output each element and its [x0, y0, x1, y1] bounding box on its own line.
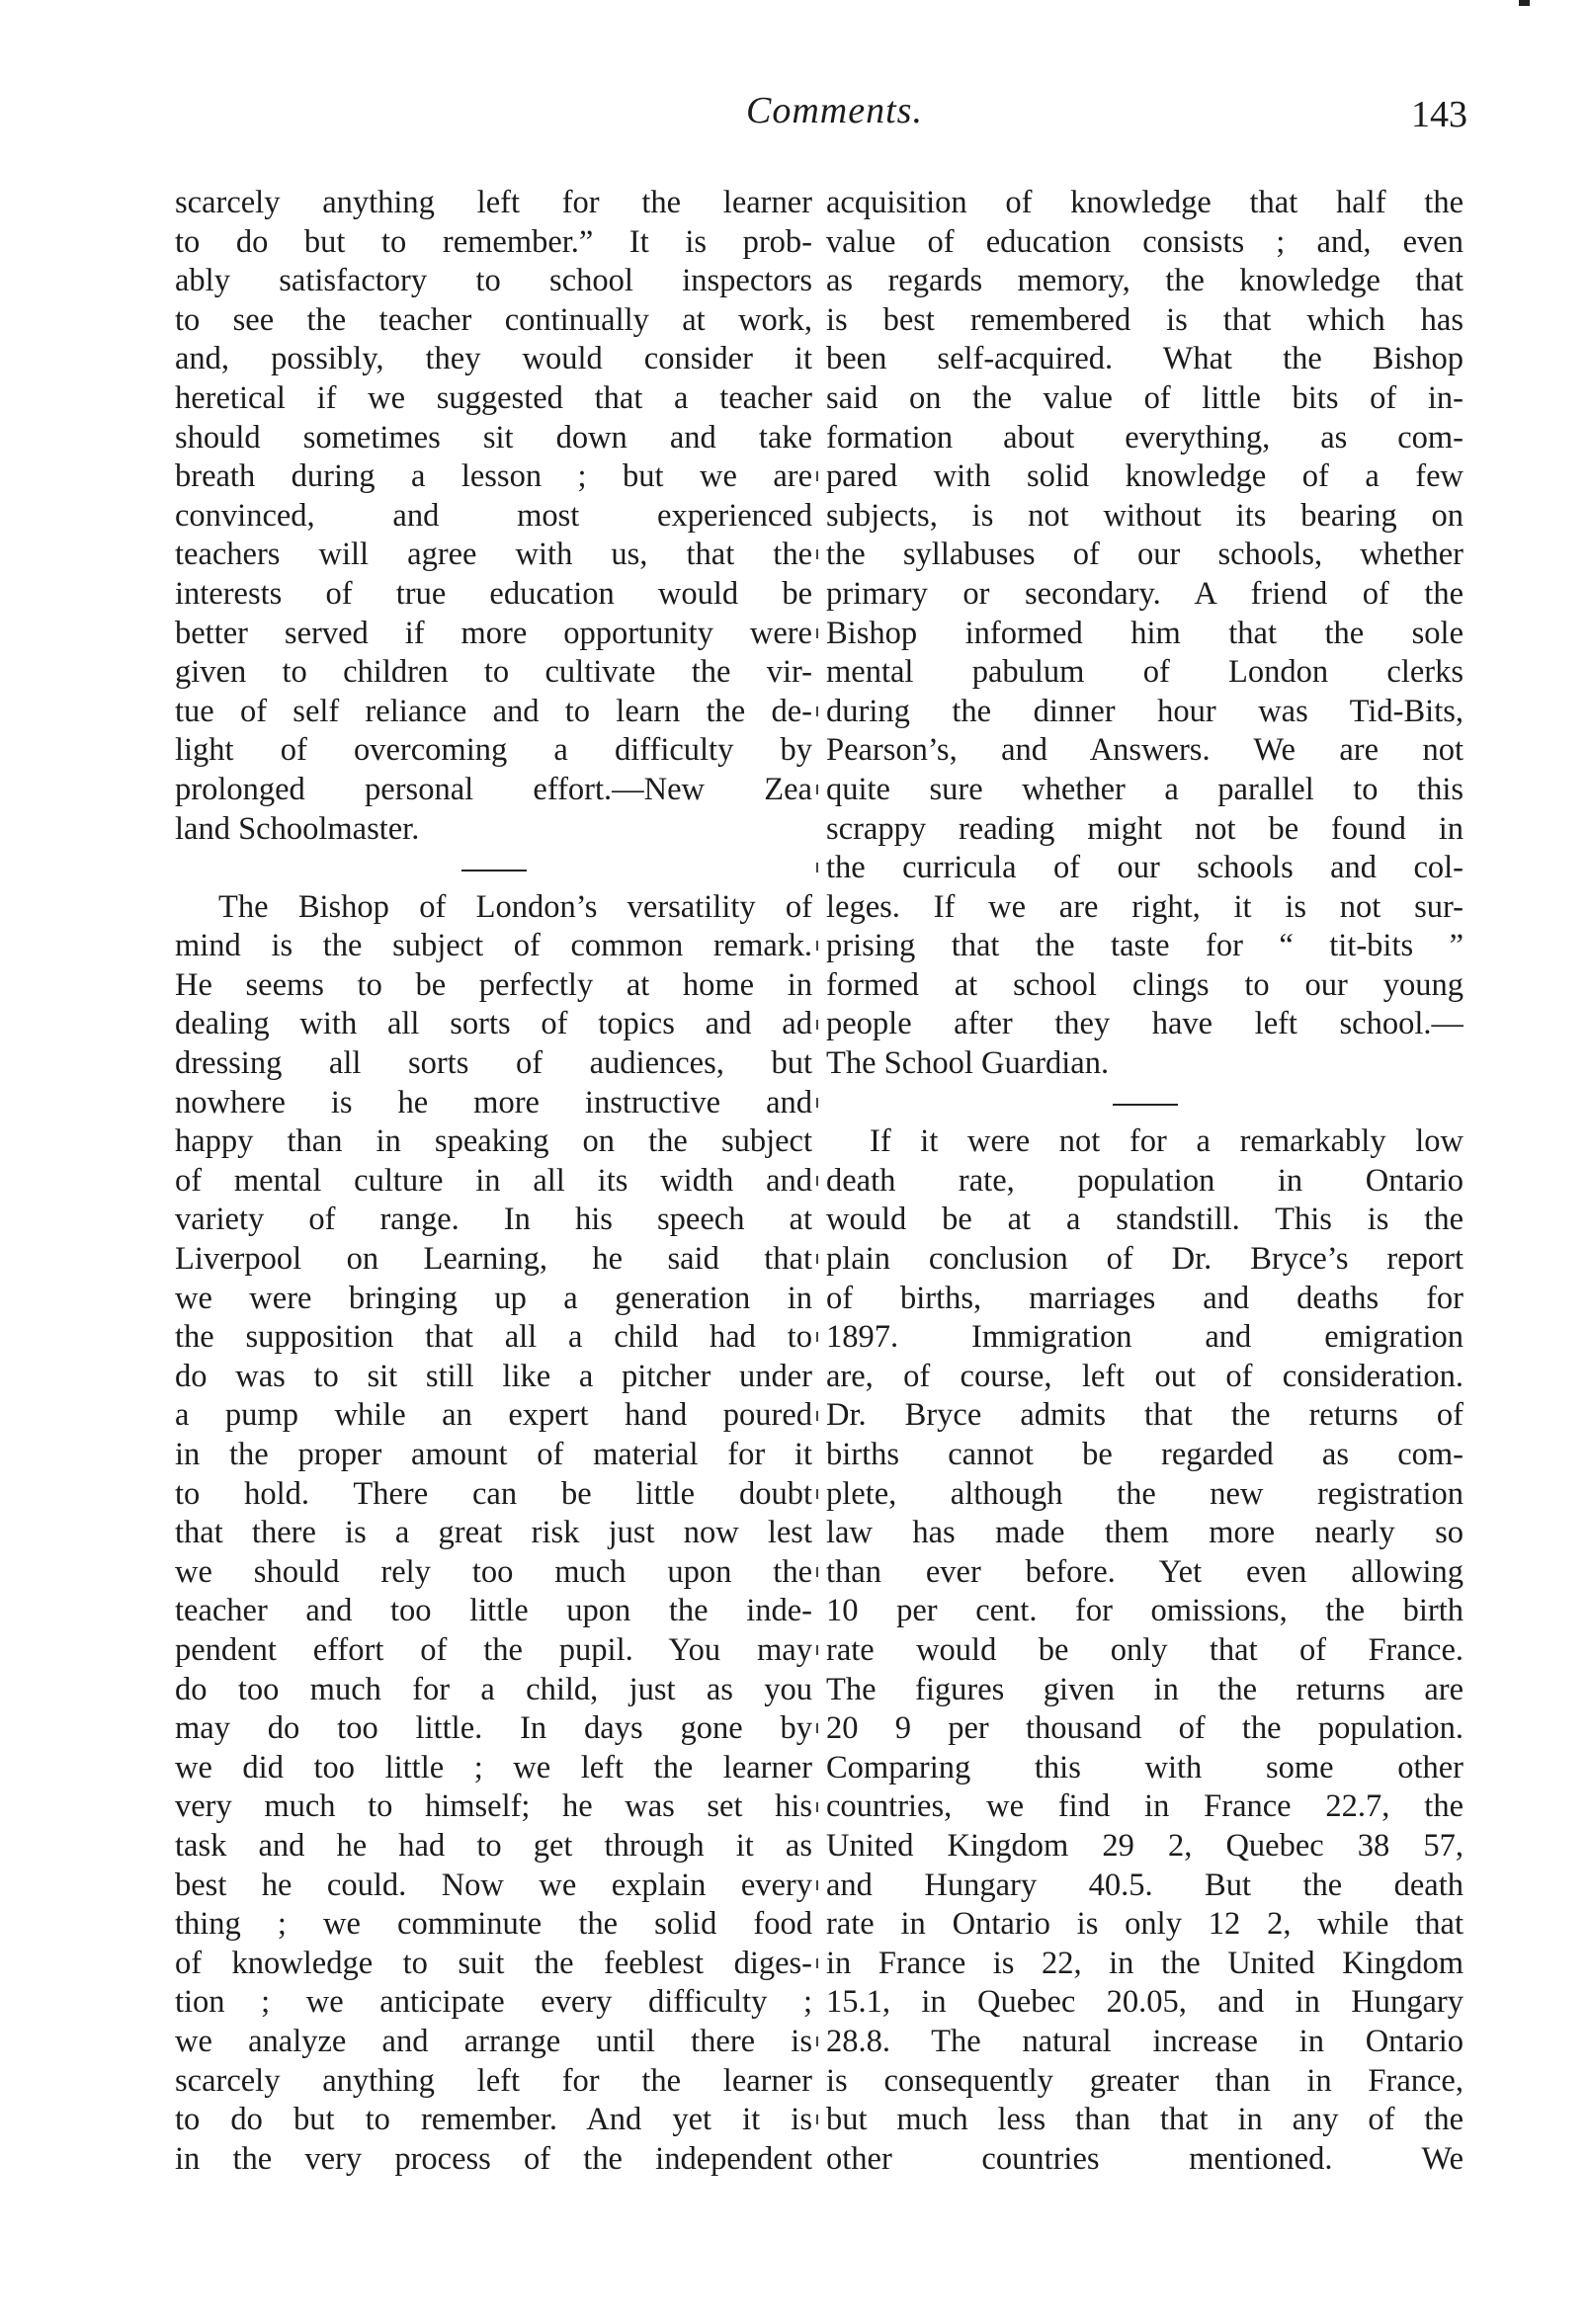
text-line: countries, we find in France 22.7, the	[826, 1788, 1464, 1825]
text-line: breath during a lesson ; but we are	[175, 458, 812, 495]
gutter-mark	[816, 706, 818, 716]
text-line: tion ; we anticipate every difficulty ;	[175, 1984, 812, 2021]
gutter-mark	[816, 1411, 818, 1421]
text-line: The Bishop of London’s versatility of	[218, 888, 812, 925]
text-line: subjects, is not without its bearing on	[826, 497, 1464, 534]
text-line: 15.1, in Quebec 20.05, and in Hungary	[826, 1984, 1464, 2021]
text-line: Bishop informed him that the sole	[826, 615, 1464, 651]
left-column	[175, 184, 812, 2179]
gutter-mark	[816, 863, 818, 872]
text-line: 10 per cent. for omissions, the birth	[826, 1593, 1464, 1629]
text-line: 28.8. The natural increase in Ontario	[826, 2023, 1464, 2059]
text-line: light of overcoming a difficulty by	[175, 732, 812, 769]
text-line: to do but to remember. And yet it is	[175, 2102, 812, 2138]
gutter-mark	[816, 1176, 818, 1186]
text-line: Comparing this with some other	[826, 1749, 1464, 1785]
text-line: very much to himself; he was set his	[175, 1788, 812, 1825]
gutter-mark	[816, 471, 818, 481]
text-line: in the very process of the independent	[175, 2140, 812, 2177]
text-line: pared with solid knowledge of a few	[826, 458, 1464, 495]
text-line: The School Guardian.	[826, 1045, 1110, 1082]
text-line: formed at school clings to our young	[826, 966, 1464, 1003]
text-line: we were bringing up a generation in	[175, 1280, 812, 1316]
text-line: may do too little. In days gone by	[175, 1710, 812, 1747]
text-line: heretical if we suggested that a teacher	[175, 379, 812, 416]
text-line: the syllabuses of our schools, whether	[826, 537, 1464, 573]
gutter-mark	[816, 2036, 818, 2046]
text-line: The figures given in the returns are	[826, 1671, 1464, 1707]
text-line: Dr. Bryce admits that the returns of	[826, 1397, 1464, 1434]
text-line: task and he had to get through it as	[175, 1827, 812, 1864]
text-line: mental pabulum of London clerks	[826, 654, 1464, 691]
text-line: prolonged personal effort.—New Zea	[175, 771, 812, 807]
text-line: dressing all sorts of audiences, but	[175, 1045, 812, 1082]
text-line: Pearson’s, and Answers. We are not	[826, 732, 1464, 769]
separator-rule	[461, 870, 527, 872]
text-line: do too much for a child, just as you	[175, 1671, 812, 1707]
text-line: scarcely anything left for the learner	[175, 185, 812, 220]
text-line: to see the teacher continually at work,	[175, 301, 812, 338]
separator-rule	[1113, 1104, 1178, 1106]
gutter-mark	[816, 1098, 818, 1108]
text-line: during the dinner hour was Tid-Bits,	[826, 693, 1464, 729]
text-line: and Hungary 40.5. But the death	[826, 1867, 1464, 1903]
gutter-mark	[816, 1802, 818, 1812]
text-line: is best remembered is that which has	[826, 301, 1464, 338]
text-line: the curricula of our schools and col-	[826, 850, 1464, 886]
text-line: but much less than that in any of the	[826, 2102, 1464, 2138]
text-line: scrappy reading might not be found in	[826, 810, 1464, 847]
text-line: plete, although the new registration	[826, 1475, 1464, 1512]
gutter-mark	[816, 2115, 818, 2124]
text-line: He seems to be perfectly at home in	[175, 966, 812, 1003]
gutter-mark	[816, 1489, 818, 1499]
gutter-mark	[816, 1645, 818, 1655]
running-head: Comments.	[746, 90, 923, 131]
text-line: thing ; we comminute the solid food	[175, 1906, 812, 1943]
text-line: of mental culture in all its width and	[175, 1162, 812, 1199]
column-gutter	[812, 184, 822, 2150]
text-line: people after they have left school.—	[826, 1006, 1464, 1042]
text-line: better served if more opportunity were	[175, 615, 812, 651]
text-line: convinced, and most experienced	[175, 497, 812, 534]
text-line: value of education consists ; and, even	[826, 223, 1464, 260]
gutter-mark	[816, 1254, 818, 1264]
text-line: we analyze and arrange until there is	[175, 2023, 812, 2059]
text-line: been self-acquired. What the Bishop	[826, 341, 1464, 377]
text-line: are, of course, left out of consideration.	[826, 1358, 1464, 1394]
text-line: death rate, population in Ontario	[826, 1162, 1464, 1199]
text-line: in the proper amount of material for it	[175, 1437, 812, 1472]
text-line: in France is 22, in the United Kingdom	[826, 1945, 1464, 1981]
text-line: happy than in speaking on the subject	[175, 1123, 812, 1160]
text-line: of births, marriages and deaths for	[826, 1280, 1464, 1316]
text-line: than ever before. Yet even allowing	[826, 1553, 1464, 1590]
text-line: would be at a standstill. This is the	[826, 1202, 1464, 1238]
text-line: scarcely anything left for the learner	[175, 2062, 812, 2099]
text-line: formation about everything, as com-	[826, 419, 1464, 456]
text-line: dealing with all sorts of topics and ad	[175, 1006, 812, 1042]
text-line: leges. If we are right, it is not sur-	[826, 888, 1464, 925]
text-line: land Schoolmaster.	[175, 810, 420, 847]
text-line: rate in Ontario is only 12 2, while that	[826, 1906, 1464, 1943]
text-line: variety of range. In his speech at	[175, 1202, 812, 1238]
text-line: should sometimes sit down and take	[175, 419, 812, 456]
text-line: pendent effort of the pupil. You may	[175, 1631, 812, 1668]
text-line: we did too little ; we left the learner	[175, 1749, 812, 1785]
section-separator	[175, 849, 812, 888]
gutter-mark	[816, 628, 818, 638]
text-line: best he could. Now we explain every	[175, 1867, 812, 1903]
text-line: quite sure whether a parallel to this	[826, 771, 1464, 807]
text-line: births cannot be regarded as com-	[826, 1437, 1464, 1472]
text-line: said on the value of little bits of in-	[826, 379, 1464, 416]
text-line: 1897. Immigration and emigration	[826, 1319, 1464, 1356]
gutter-mark	[816, 1020, 818, 1030]
text-line: acquisition of knowledge that half the	[826, 185, 1464, 220]
page-number: 143	[1411, 94, 1467, 135]
text-line: law has made them more nearly so	[826, 1515, 1464, 1551]
text-line: interests of true education would be	[175, 575, 812, 612]
text-line: and, possibly, they would consider it	[175, 341, 812, 377]
text-line: primary or secondary. A friend of the	[826, 575, 1464, 612]
text-line: Liverpool on Learning, he said that	[175, 1241, 812, 1278]
text-line: other countries mentioned. We	[826, 2140, 1464, 2177]
right-column	[826, 184, 1464, 2179]
text-line: a pump while an expert hand poured	[175, 1397, 812, 1434]
text-line: do was to sit still like a pitcher under	[175, 1358, 812, 1394]
gutter-mark	[816, 1880, 818, 1890]
text-line: United Kingdom 29 2, Quebec 38 57,	[826, 1827, 1464, 1864]
text-line: as regards memory, the knowledge that	[826, 263, 1464, 299]
text-line: nowhere is he more instructive and	[175, 1084, 812, 1120]
text-line: given to children to cultivate the vir-	[175, 654, 812, 691]
gutter-mark	[816, 941, 818, 951]
text-line: teachers will agree with us, that the	[175, 537, 812, 573]
gutter-mark	[816, 549, 818, 559]
text-line: plain conclusion of Dr. Bryce’s report	[826, 1241, 1464, 1278]
text-line: is consequently greater than in France,	[826, 2062, 1464, 2099]
text-line: to hold. There can be little doubt	[175, 1475, 812, 1512]
text-line: prising that the taste for “ tit-bits ”	[826, 928, 1464, 964]
text-line: tue of self reliance and to learn the de-	[175, 693, 812, 729]
gutter-mark	[816, 1332, 818, 1342]
text-line: of knowledge to suit the feeblest diges-	[175, 1945, 812, 1981]
text-line: that there is a great risk just now lest	[175, 1515, 812, 1551]
text-line: mind is the subject of common remark.	[175, 928, 812, 964]
text-line: teacher and too little upon the inde-	[175, 1593, 812, 1629]
text-line: If it were not for a remarkably low	[870, 1123, 1464, 1160]
section-separator	[826, 1084, 1464, 1123]
text-line: 20 9 per thousand of the population.	[826, 1710, 1464, 1747]
text-line: the supposition that all a child had to	[175, 1319, 812, 1356]
text-line: we should rely too much upon the	[175, 1553, 812, 1590]
text-line: rate would be only that of France.	[826, 1631, 1464, 1668]
gutter-mark	[816, 1567, 818, 1577]
page-header	[0, 89, 1589, 148]
gutter-mark	[816, 1723, 818, 1733]
gutter-mark	[816, 785, 818, 794]
corner-mark	[1519, 0, 1530, 6]
gutter-mark	[816, 1958, 818, 1968]
text-line: ably satisfactory to school inspectors	[175, 263, 812, 299]
text-line: to do but to remember.” It is prob-	[175, 223, 812, 260]
